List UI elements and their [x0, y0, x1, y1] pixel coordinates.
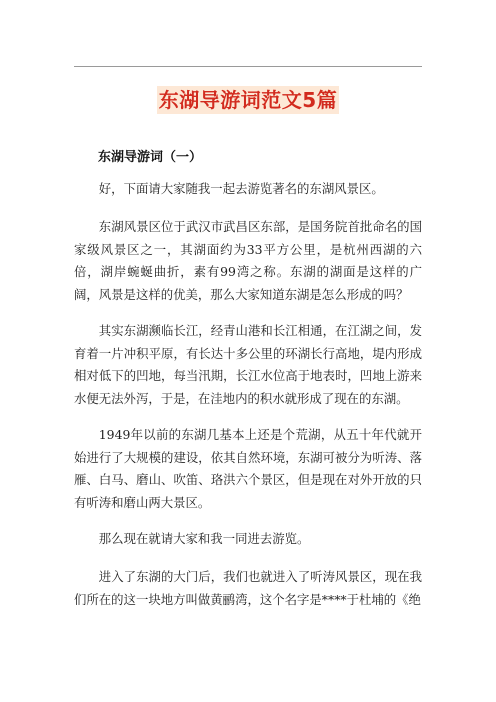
section-heading: 东湖导游词（一）: [98, 150, 203, 165]
header-rule: [74, 66, 422, 67]
paragraph-3: 其实东湖濒临长江，经青山港和长江相通，在江湖之间，发育着一片冲积平原，有长达十多公里的环湖长行高地，堤内形成相对低下的凹地，每当汛期，长江水位高于地表时，凹地上游来水便无法外泻，于是，在洼地内的积水就形成了现在的东湖。: [74, 323, 422, 406]
paragraph-6: 进入了东湖的大门后，我们也就进入了听涛风景区，现在我们所在的这一块地方叫做黄鹂湾，这个名字是****于杜埔的《绝: [74, 569, 422, 607]
paragraph-1: 好，下面请大家随我一起去游览著名的东湖风景区。: [98, 181, 384, 196]
paragraph-4: 1949年以前的东湖几基本上还是个荒湖，从五十年代就开始进行了大规模的建设，依其自然环境，东湖可被分为听涛、落雁、白马、磨山、吹笛、珞洪六个景区，但是现在对外开放的只有听涛和磨山两大景区。: [74, 427, 422, 510]
paragraph-2: 东湖风景区位于武汉市武昌区东部，是国务院首批命名的国家级风景区之一，其湖面约为33平方公里，是杭州西湖的六倍，湖岸蜿蜒曲折，素有99湾之称。东湖的湖面是这样的广阔，风景是这样的优美，那么大家知道东湖是怎么形成的吗？: [74, 219, 422, 302]
document-title-text: 东湖导游词范文5篇: [158, 88, 338, 112]
document-title: [0, 86, 496, 114]
paragraph-5: 那么现在就请大家和我一同进去游览。: [98, 531, 310, 546]
